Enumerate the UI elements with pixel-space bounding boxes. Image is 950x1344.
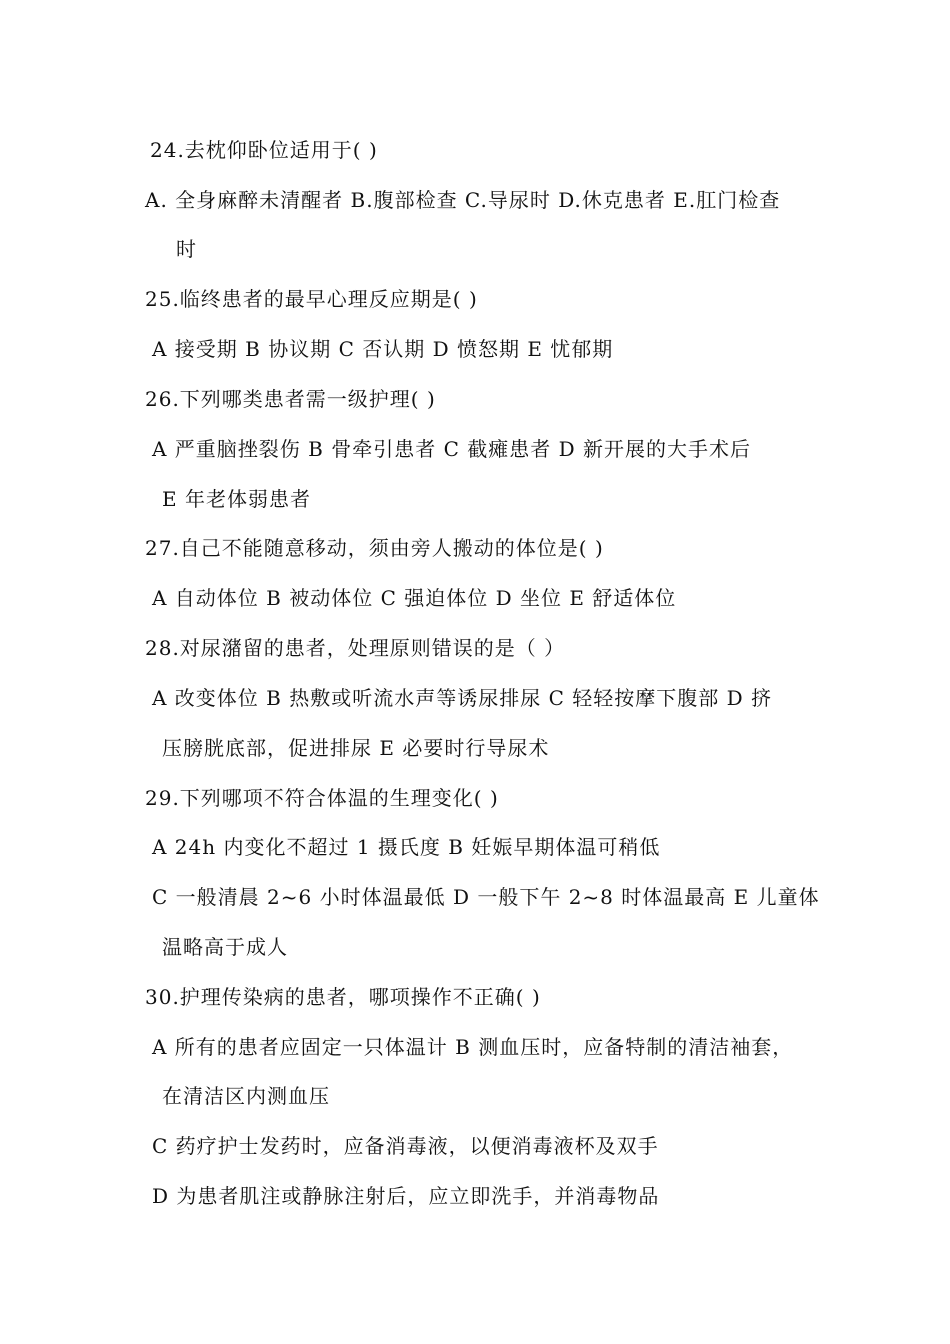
question-26-options: A 严重脑挫裂伤 B 骨牵引患者 C 截瘫患者 D 新开展的大手术后 bbox=[152, 437, 751, 461]
question-24-options-cont: 时 bbox=[176, 237, 197, 261]
question-26-options-cont: E 年老体弱患者 bbox=[162, 487, 311, 511]
question-24-options: A. 全身麻醉未清醒者 B.腹部检查 C.导尿时 D.休克患者 E.肛门检查 bbox=[145, 188, 781, 212]
question-30-option-b-cont: 在清洁区内测血压 bbox=[162, 1084, 330, 1108]
question-28-options: A 改变体位 B 热敷或听流水声等诱尿排尿 C 轻轻按摩下腹部 D 挤 bbox=[152, 686, 772, 710]
question-26: 26.下列哪类患者需一级护理( ) bbox=[145, 387, 436, 411]
question-28: 28.对尿潴留的患者，处理原则错误的是（ ） bbox=[145, 636, 566, 660]
question-27: 27.自己不能随意移动，须由旁人搬动的体位是( ) bbox=[145, 536, 604, 560]
question-24: 24.去枕仰卧位适用于( ) bbox=[150, 138, 378, 162]
question-29-options-2: C 一般清晨 2~6 小时体温最低 D 一般下午 2~8 时体温最高 E 儿童体 bbox=[152, 885, 820, 909]
question-29-options: A 24h 内变化不超过 1 摄氏度 B 妊娠早期体温可稍低 bbox=[152, 835, 661, 859]
question-30-option-d: D 为患者肌注或静脉注射后，应立即洗手，并消毒物品 bbox=[152, 1184, 660, 1208]
question-30-option-c: C 药疗护士发药时，应备消毒液，以便消毒液杯及双手 bbox=[152, 1134, 659, 1158]
question-30: 30.护理传染病的患者，哪项操作不正确( ) bbox=[145, 985, 541, 1009]
question-29: 29.下列哪项不符合体温的生理变化( ) bbox=[145, 786, 499, 810]
question-27-options: A 自动体位 B 被动体位 C 强迫体位 D 坐位 E 舒适体位 bbox=[152, 586, 677, 610]
question-25-options: A 接受期 B 协议期 C 否认期 D 愤怒期 E 忧郁期 bbox=[152, 337, 614, 361]
question-25: 25.临终患者的最早心理反应期是( ) bbox=[145, 287, 478, 311]
question-29-options-cont: 温略高于成人 bbox=[162, 935, 288, 959]
question-28-options-cont: 压膀胱底部，促进排尿 E 必要时行导尿术 bbox=[162, 736, 550, 760]
question-30-option-a-b: A 所有的患者应固定一只体温计 B 测血压时，应备特制的清洁袖套， bbox=[152, 1035, 794, 1059]
